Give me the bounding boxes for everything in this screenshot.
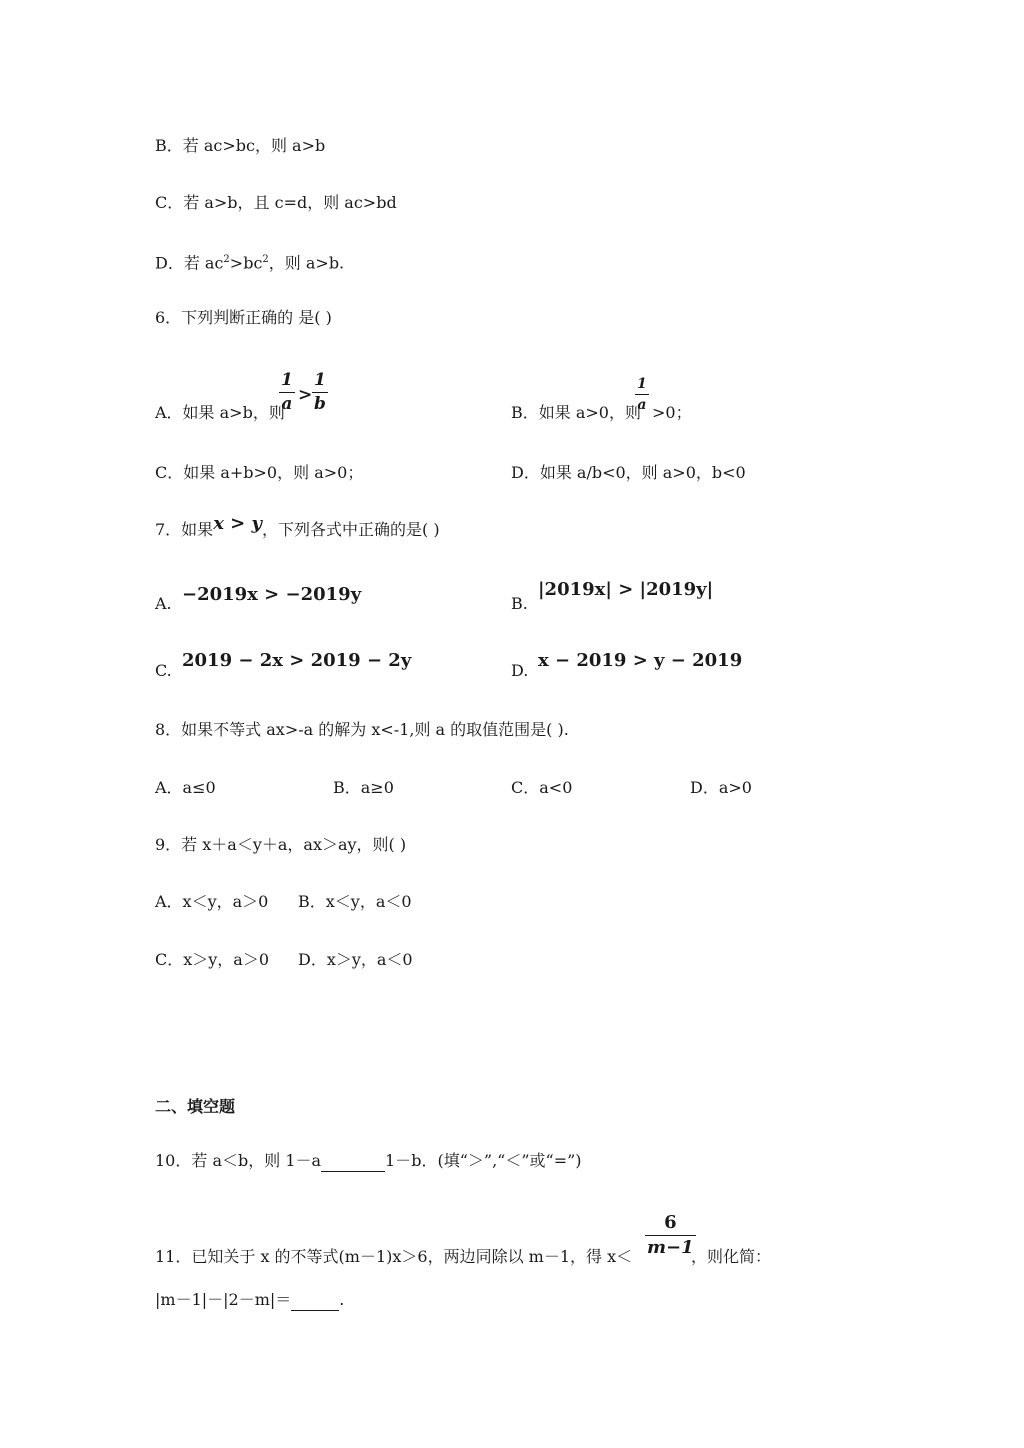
q9-option-a: A．x＜y，a＞0: [155, 892, 269, 911]
q9-option-c: C．x＞y，a＞0: [155, 950, 270, 969]
q7-option-d-label: D.: [511, 661, 529, 680]
q8-option-a: A．a≤0: [155, 778, 216, 797]
q11-line2-pre: |m－1|－|2－m|＝: [155, 1290, 292, 1309]
fraction-bar: [312, 392, 328, 393]
q7-option-a-math: −2019x > −2019y: [182, 584, 362, 605]
q8-option-d: D．a>0: [690, 778, 752, 797]
q6-stem: 6．下列判断正确的 是( ): [155, 308, 332, 327]
q11-frac-den: m−1: [647, 1237, 694, 1258]
q5-option-c: C．若 a>b，且 c=d，则 ac>bd: [155, 193, 397, 212]
q10-pre: 10．若 a＜b，则 1－a: [155, 1151, 322, 1170]
q9-option-b: B．x＜y，a＜0: [298, 892, 412, 911]
q5-option-d-mid: >bc: [229, 253, 263, 273]
q7-stem-post: ，下列各式中正确的是( ): [262, 520, 440, 539]
q8-option-c: C．a<0: [511, 778, 573, 797]
q6-option-a-frac-left-num: 1: [281, 370, 293, 390]
q7-stem: [155, 513, 440, 540]
q5-option-d-pre: D．若 ac: [155, 253, 224, 273]
q7-stem-math: x > y: [213, 513, 262, 534]
q8-option-b: B．a≥0: [333, 778, 394, 797]
q11-line2-post: .: [339, 1290, 345, 1309]
q5-option-d: [155, 250, 344, 273]
q11-line2: [155, 1290, 344, 1311]
fraction-bar: [635, 394, 649, 395]
q6-option-a-frac-right-num: 1: [314, 370, 326, 390]
q7-option-c-math: 2019 − 2x > 2019 − 2y: [182, 650, 412, 671]
q9-option-d: D．x＞y，a＜0: [298, 950, 413, 969]
fraction-bar: [645, 1235, 696, 1236]
q6-option-d: D．如果 a/b<0，则 a>0，b<0: [511, 463, 746, 482]
q11-frac: [645, 1214, 696, 1257]
q11-frac-num: 6: [664, 1212, 677, 1233]
q6-option-a-frac-left-den: a: [281, 394, 293, 414]
section-title: 二、填空题: [155, 1097, 236, 1116]
q6-option-b-frac-den: a: [637, 397, 647, 413]
q7-option-c-label: C.: [155, 661, 172, 680]
q6-option-c: C．如果 a+b>0，则 a>0；: [155, 463, 364, 482]
q5-option-b: B．若 ac>bc，则 a>b: [155, 136, 326, 155]
q5-option-d-post: ，则 a>b.: [268, 253, 345, 273]
q10-blank: [321, 1151, 385, 1172]
q7-option-a-label: A.: [155, 594, 172, 613]
q7-option-d-math: x − 2019 > y − 2019: [538, 650, 743, 671]
q10-post: 1－b．(填“＞”,“＜”或“=”): [385, 1151, 582, 1170]
q6-option-a-frac-left: [279, 372, 295, 413]
q8-stem: 8．如果不等式 ax>-a 的解为 x<-1,则 a 的取值范围是( ).: [155, 720, 569, 739]
q5-option-d-sup2: 2: [262, 254, 269, 265]
q10: [155, 1151, 582, 1172]
q11-post: ，则化简：: [691, 1247, 772, 1266]
q5-option-d-sup1: 2: [223, 254, 230, 265]
q6-option-a-frac-right: [312, 372, 328, 413]
q6-option-b-tail: >0；: [652, 403, 692, 422]
q7-option-b-label: B.: [511, 594, 528, 613]
q7-stem-pre: 7．如果: [155, 520, 214, 539]
q6-option-a-text: A．如果 a>b，则: [155, 403, 285, 422]
q6-option-b-frac: [635, 377, 649, 412]
q9-stem: 9．若 x＋a＜y＋a，ax＞ay，则( ): [155, 835, 407, 854]
q11-pre: 11．已知关于 x 的不等式(m－1)x＞6，两边同除以 m－1，得 x＜: [155, 1247, 633, 1266]
q7-option-b-math: |2019x| > |2019y|: [538, 579, 714, 600]
q6-option-a-frac-right-den: b: [314, 394, 326, 414]
fraction-bar: [279, 392, 295, 393]
q6-option-b-frac-num: 1: [637, 376, 647, 392]
q11-blank: [291, 1290, 339, 1311]
q6-option-a-gt: >: [298, 385, 313, 405]
q6-option-b-text: B．如果 a>0，则: [511, 403, 641, 422]
